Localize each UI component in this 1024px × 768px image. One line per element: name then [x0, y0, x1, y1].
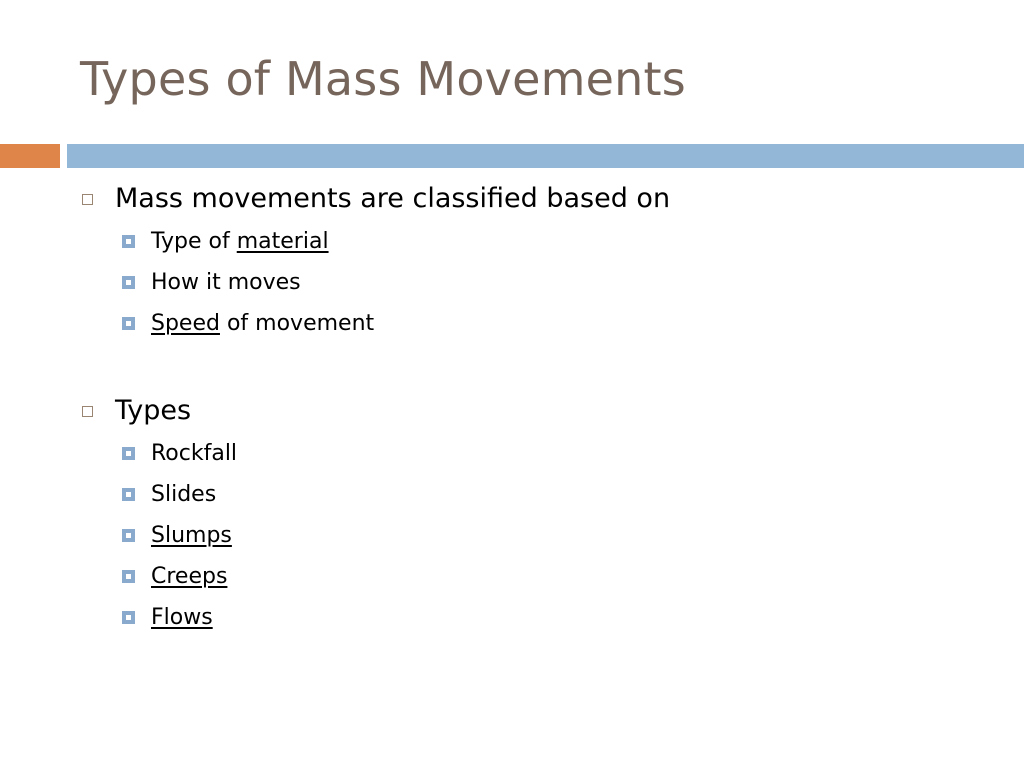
speed-link[interactable]: Speed	[151, 311, 220, 336]
bullet-text: Mass movements are classified based on	[115, 183, 671, 214]
bullet-item	[82, 183, 670, 214]
slumps-link[interactable]: Slumps	[151, 523, 232, 548]
hollow-square-bullet-icon	[82, 406, 93, 417]
square-bullet-icon	[122, 529, 135, 542]
sub-bullet-item	[122, 441, 237, 466]
sub-bullet-text: Type of	[151, 229, 237, 254]
flows-link[interactable]: Flows	[151, 605, 213, 630]
creeps-link[interactable]: Creeps	[151, 564, 228, 589]
square-bullet-icon	[122, 447, 135, 460]
sub-bullet-item	[122, 229, 329, 254]
sub-bullet-item	[122, 270, 301, 295]
slide-title: Types of Mass Movements	[80, 52, 686, 106]
sub-bullet-text: How it moves	[151, 270, 301, 295]
square-bullet-icon	[122, 276, 135, 289]
sub-bullet-item	[122, 311, 374, 336]
hollow-square-bullet-icon	[82, 194, 93, 205]
sub-bullet-text: Rockfall	[151, 441, 238, 466]
square-bullet-icon	[122, 570, 135, 583]
sub-bullet-item	[122, 482, 216, 507]
sub-bullet-item	[122, 564, 227, 589]
material-link[interactable]: material	[236, 229, 329, 254]
square-bullet-icon	[122, 235, 135, 248]
bullet-text: Types	[115, 395, 192, 426]
square-bullet-icon	[122, 488, 135, 501]
sub-bullet-item	[122, 605, 213, 630]
sub-bullet-item	[122, 523, 232, 548]
sub-bullet-text: Slides	[151, 482, 217, 507]
square-bullet-icon	[122, 611, 135, 624]
bullet-item	[82, 395, 191, 426]
sub-bullet-text: of movement	[219, 311, 375, 336]
square-bullet-icon	[122, 317, 135, 330]
